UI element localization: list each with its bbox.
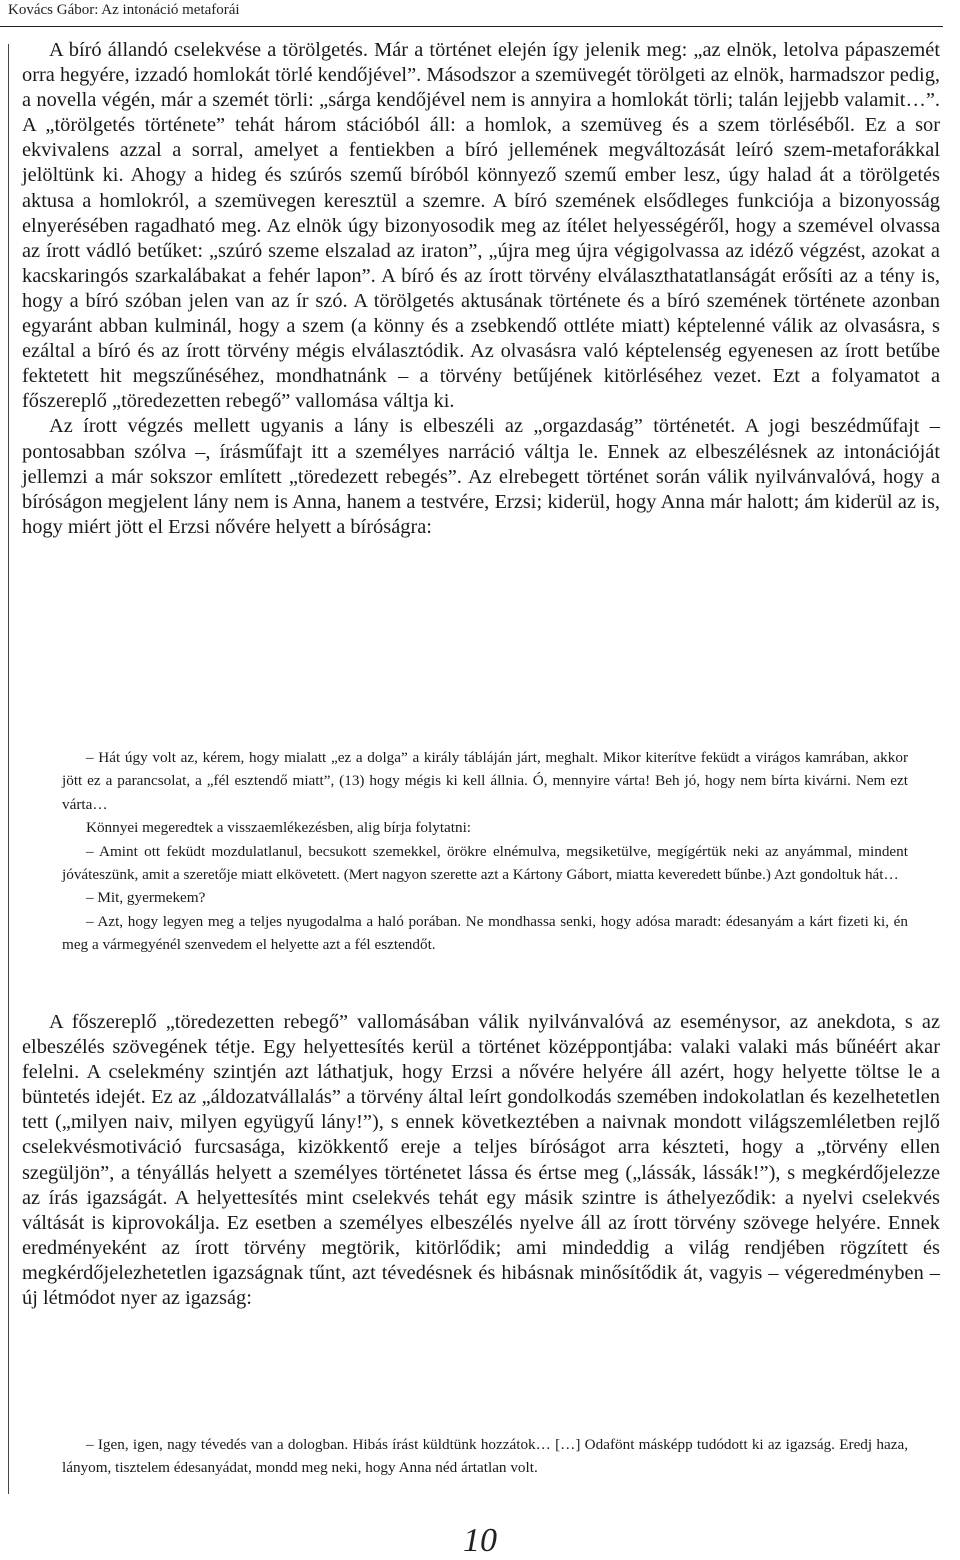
block-quote <box>62 746 908 957</box>
quote-line: – Igen, igen, nagy tévedés van a dologban. Hibás írást küldtünk hozzátok… […] Odafönt másképp tudódott ki az igazság. Eredj haza, lányom, tisztelem édesanyádat, mondd meg neki, hogy Anna néd ártatlan volt. <box>62 1436 908 1477</box>
paragraph: A bíró állandó cselekvése a törölgetés. Már a történet elején így jelenik meg: „az elnök, letolva pápaszemét orra hegyére, izzadó homlokát törlé kendőjével”. Másodszor a szemüvegét törölgeti az elnök, harmadszor pedig, a novella végén, már a szemét törli: „sárga kendőjével nem is annyira a homlokát törli; talán lejjebb valamit…”. A „törölgetés története” tehát három stációból áll: a homlok, a szemüveg és a szem törléséből. Ez a sor ekvivalens azzal a sorral, amelyet a fentiekben a bíró jellemének megváltozását leíró szem-metaforákkal jelöltünk ki. Ahogy a hideg és szúrós szemű bíróból könnyező szemű ember lesz, úgy halad át a törölgetés aktusa a homlokról, a szemüvegen keresztül a szemre. A bíró szemének elsődleges funkciója a bizonyosság elnyerésében ragadható meg. Az elnök úgy bizonyosodik meg az ítélet helyességéről, hogy a szemével olvassa az írott vádló betűket: „szúró szeme elszalad az iraton”, „újra meg újra végigolvassa az idéző végzést, azokat a kacskaringós szarkalábakat a fehér lapon”. A bíró és az írott törvény elválaszthatatlanságát erősíti az a tény is, hogy a bíró szóban jelen van az ír szó. A törölgetés aktusának története és a bíró szemének története azonban egyaránt abban kulminál, hogy a szem (a könny és a zsebkendő ottléte miatt) képtelenné válik az olvasásra, s ezáltal a bíró és az írott törvény mégis elválasztódik. Az olvasásra való képtelenség egyenesen az írott betűbe fektetett hit megszűnéséhez, mondhatnánk – a törvény betűjének kitörléséhez vezet. Ezt a folyamatot a főszereplő „töredezetten rebegő” vallomása váltja ki. <box>22 39 940 413</box>
margin-rule <box>8 44 9 1494</box>
quote-narration: Könnyei megeredtek a visszaemlékezésben, alig bírja folytatni: <box>86 819 472 837</box>
quote-line: – Azt, hogy legyen meg a teljes nyugodalma a haló porában. Ne mondhassa senki, hogy adósa maradt: édesanyám a kárt fizeti ki, én meg a vármegyénél szenvedem el helyette azt a fél esztendőt. <box>62 912 908 954</box>
body-text-lower <box>22 1010 940 1311</box>
paragraph: A főszereplő „töredezetten rebegő” vallomásában válik nyilvánvalóvá az eseménysor, az anekdota, s az elbeszélés szövegének tétje. Egy helyettesítés kerül a történet középpontjába: valaki valaki más bűnéért akar felelni. A cselekmény szintjén azt láthatjuk, hogy Erzsi a nővére helyére áll azért, hogy helyette töltse le a büntetés idejét. Ez az „áldozatvállalás” a törvény által leírt gondolkodás szemében indokolatlan és kezelhetetlen tett („milyen naiv, milyen együgyű lány!”), s ennek következtében a naivnak mondott világszemléletben rejlő cselekvésmotiváció furcsasága, kizökkentő ereje a teljes bíróságot arra készteti, hogy a „törvény ellen szegüljön”, a tényállás helyett a személyes történetet lássa és értse meg („lássák, lássák!”), s megkérdőjelezze az írás igazságát. A helyettesítés mint cselekvés tehát egy másik szintre is áthelyeződik: a nyelvi cselekvés váltását is kiprovokálja. Ez esetben a személyes elbeszélés nyelve áll az írott törvény szövege helyére. Ennek eredményeként az írott törvény megtörik, kitörlődik; ami mindeddig a világ rendjében rögzített és megkérdőjelezhetetlen igazságnak tűnt, azt tévedésnek és hibásnak minősítődik át, vagyis – végeredményben – új létmódot nyer az igazság: <box>22 1011 940 1310</box>
quote-line: – Hát úgy volt az, kérem, hogy mialatt „ez a dolga” a király tábláján járt, meghalt. Mikor kiterítve feküdt a virágos kamrában, akkor jött ez a parancsolat, a „fél esztendő miatt”, (13) hogy mégis ki kell állnia. Ó, mennyire várta! Beh jó, hogy nem bírta kivárni. Nem ezt várta… <box>62 749 908 813</box>
block-quote <box>62 1433 908 1480</box>
body-text-upper <box>22 38 940 540</box>
header-rule <box>0 26 943 27</box>
running-header: Kovács Gábor: Az intonáció metaforái <box>8 2 240 18</box>
page-number: 10 <box>463 1522 497 1559</box>
paragraph: Az írott végzés mellett ugyanis a lány is elbeszéli az „orgazdaság” történetét. A jogi beszédműfajt – pontosabban szólva –, írásműfajt itt a személyes narráció váltja le. Ennek az elbeszélésnek az intonációját jellemzi a már sokszor említett „töredezett rebegés”. Az elrebegett történet során válik nyilvánvalóvá, hogy a bíróságon megjelent lány nem is Anna, hanem a testvére, Erzsi; kiderül, hogy Anna már halott; ám kiderül az is, hogy miért jött el Erzsi nővére helyett a bíróságra: <box>22 415 940 538</box>
quote-line: – Mit, gyermekem? <box>86 889 206 907</box>
quote-line: – Amint ott feküdt mozdulatlanul, becsukott szemekkel, örökre elnémulva, megsiketülve, megígértük neki az anyámmal, mindent jóváteszünk, amit a szeretője miatt elkövetett. (Mert nagyon szerette azt a Kártony Gábort, miatta keveredett bűnbe.) Azt gondoltuk hát… <box>62 842 908 884</box>
